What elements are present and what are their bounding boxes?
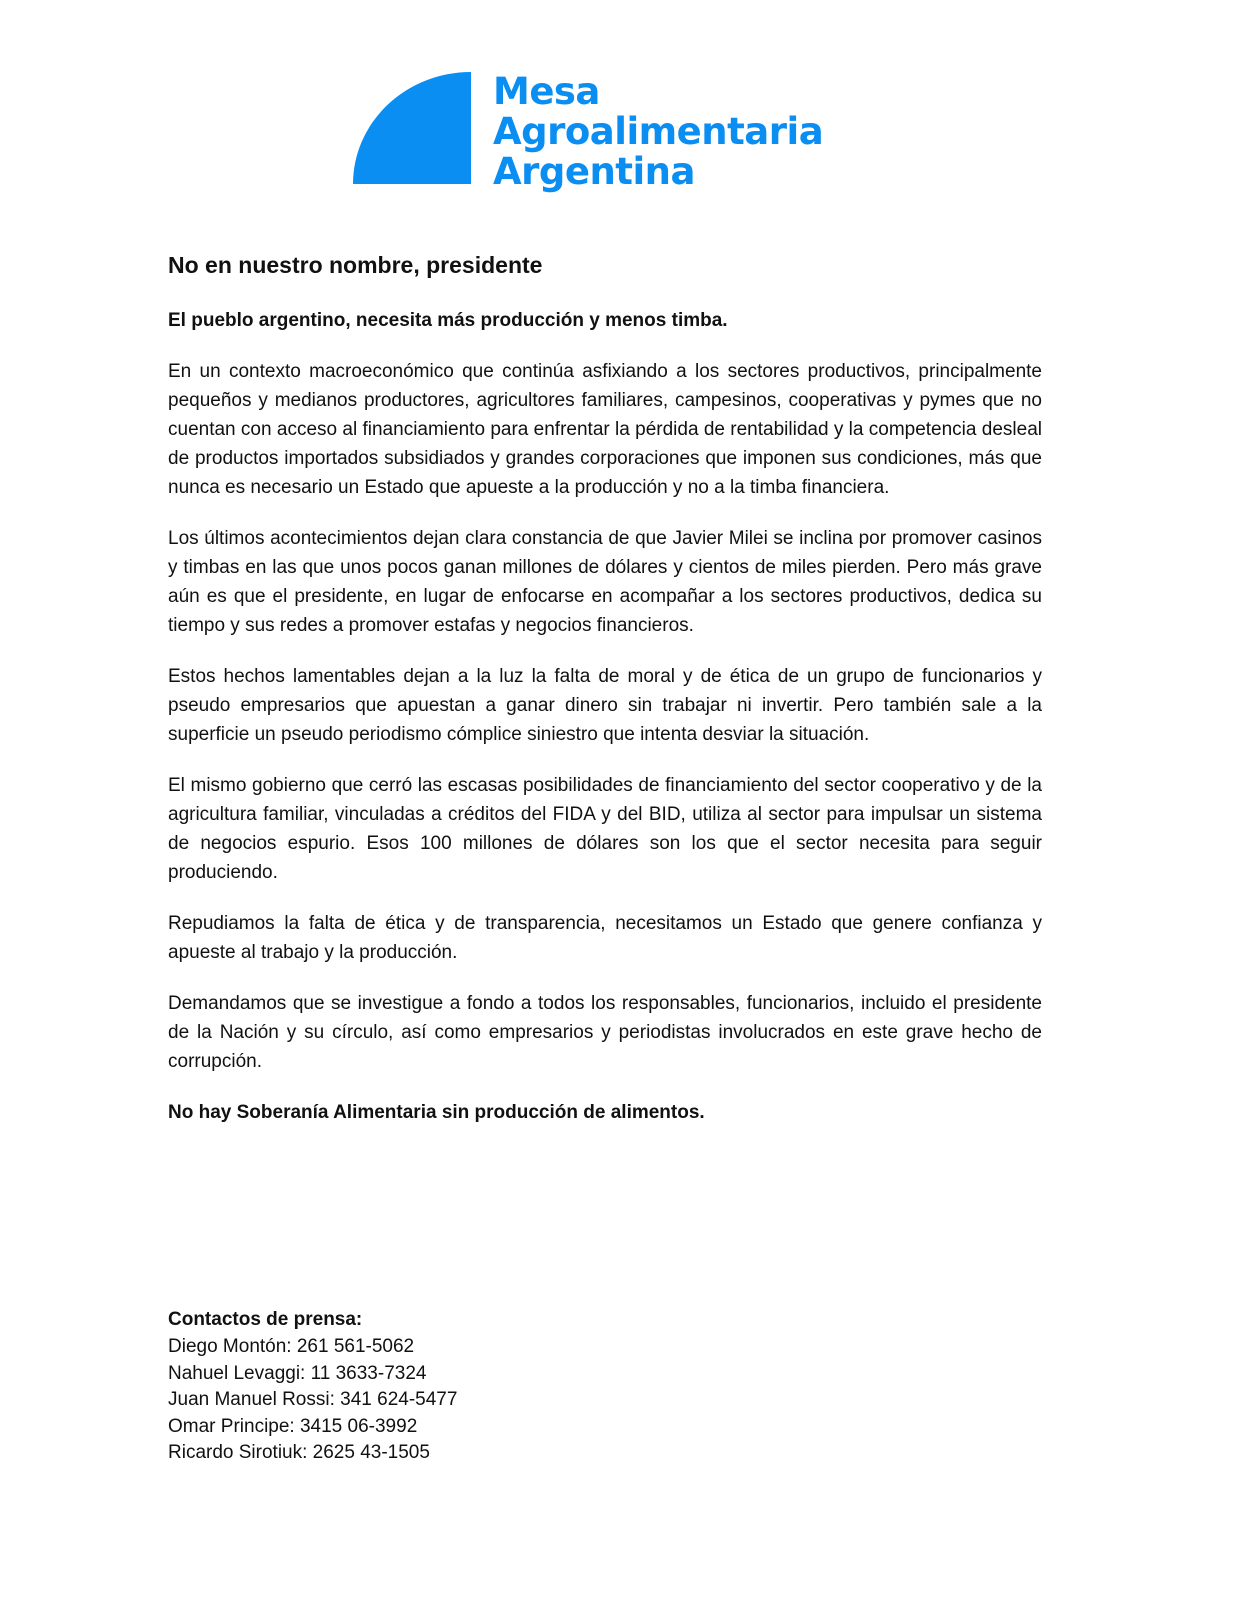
- contact-item: Diego Montón: 261 561-5062: [168, 1336, 415, 1357]
- logo-quarter-circle-icon: [353, 72, 471, 184]
- document-title: No en nuestro nombre, presidente: [168, 252, 543, 278]
- contact-item: Ricardo Sirotiuk: 2625 43-1505: [168, 1442, 430, 1463]
- contact-item: Nahuel Levaggi: 11 3633-7324: [168, 1362, 427, 1384]
- document-body: [168, 250, 1042, 1127]
- logo-line-3: Argentina: [493, 150, 695, 193]
- logo-line-1: Mesa: [493, 70, 600, 113]
- paragraph-1: En un contexto macroeconómico que continúa asfixiando a los sectores productivos, principalmente pequeños y medianos productores, agricultores familiares, campesinos, cooperativas y pymes que no cuentan con acceso al financiamiento para enfrentar la pérdida de rentabilidad y la competencia desleal de productos importados subsidiados y grandes corporaciones que imponen sus condiciones, más que nunca es necesario un Estado que apueste a la producción y no a la timba financiera.: [168, 361, 1042, 498]
- press-contacts: [168, 1306, 768, 1467]
- paragraph-6: Demandamos que se investigue a fondo a todos los responsables, funcionarios, incluido el presidente de la Nación y su círculo, así como empresarios y periodistas involucrados en este grave hecho de corrupción.: [168, 993, 1042, 1072]
- document-subtitle: El pueblo argentino, necesita más producción y menos timba.: [168, 310, 728, 331]
- paragraph-5: Repudiamos la falta de ética y de transparencia, necesitamos un Estado que genere confianza y apueste al trabajo y la producción.: [168, 913, 1042, 963]
- logo-line-2: Agroalimentaria: [493, 110, 824, 153]
- paragraph-4: El mismo gobierno que cerró las escasas posibilidades de financiamiento del sector cooperativo y de la agricultura familiar, vinculadas a créditos del FIDA y del BID, utiliza al sector para impulsar un sistema de negocios espurio. Esos 100 millones de dólares son los que el sector necesita para seguir produciendo.: [168, 775, 1042, 883]
- organization-logo: [353, 72, 873, 202]
- paragraph-2: Los últimos acontecimientos dejan clara constancia de que Javier Milei se inclina por promover casinos y timbas en las que unos pocos ganan millones de dólares y cientos de miles pierden. Pero más grave aún es que el presidente, en lugar de enfocarse en acompañar a los sectores productivos, dedica su tiempo y sus redes a promover estafas y negocios financieros.: [168, 528, 1042, 636]
- contact-item: Juan Manuel Rossi: 341 624-5477: [168, 1389, 458, 1410]
- logo-wordmark: [493, 72, 823, 192]
- contacts-heading: Contactos de prensa:: [168, 1309, 363, 1330]
- contacts-list: [168, 1334, 768, 1467]
- paragraph-3: Estos hechos lamentables dejan a la luz la falta de moral y de ética de un grupo de funcionarios y pseudo empresarios que apuestan a ganar dinero sin trabajar ni invertir. Pero también sale a la superficie un pseudo periodismo cómplice siniestro que intenta desviar la situación.: [168, 666, 1042, 745]
- closing-statement: No hay Soberanía Alimentaria sin producción de alimentos.: [168, 1102, 705, 1123]
- contact-item: Omar Principe: 3415 06-3992: [168, 1415, 418, 1437]
